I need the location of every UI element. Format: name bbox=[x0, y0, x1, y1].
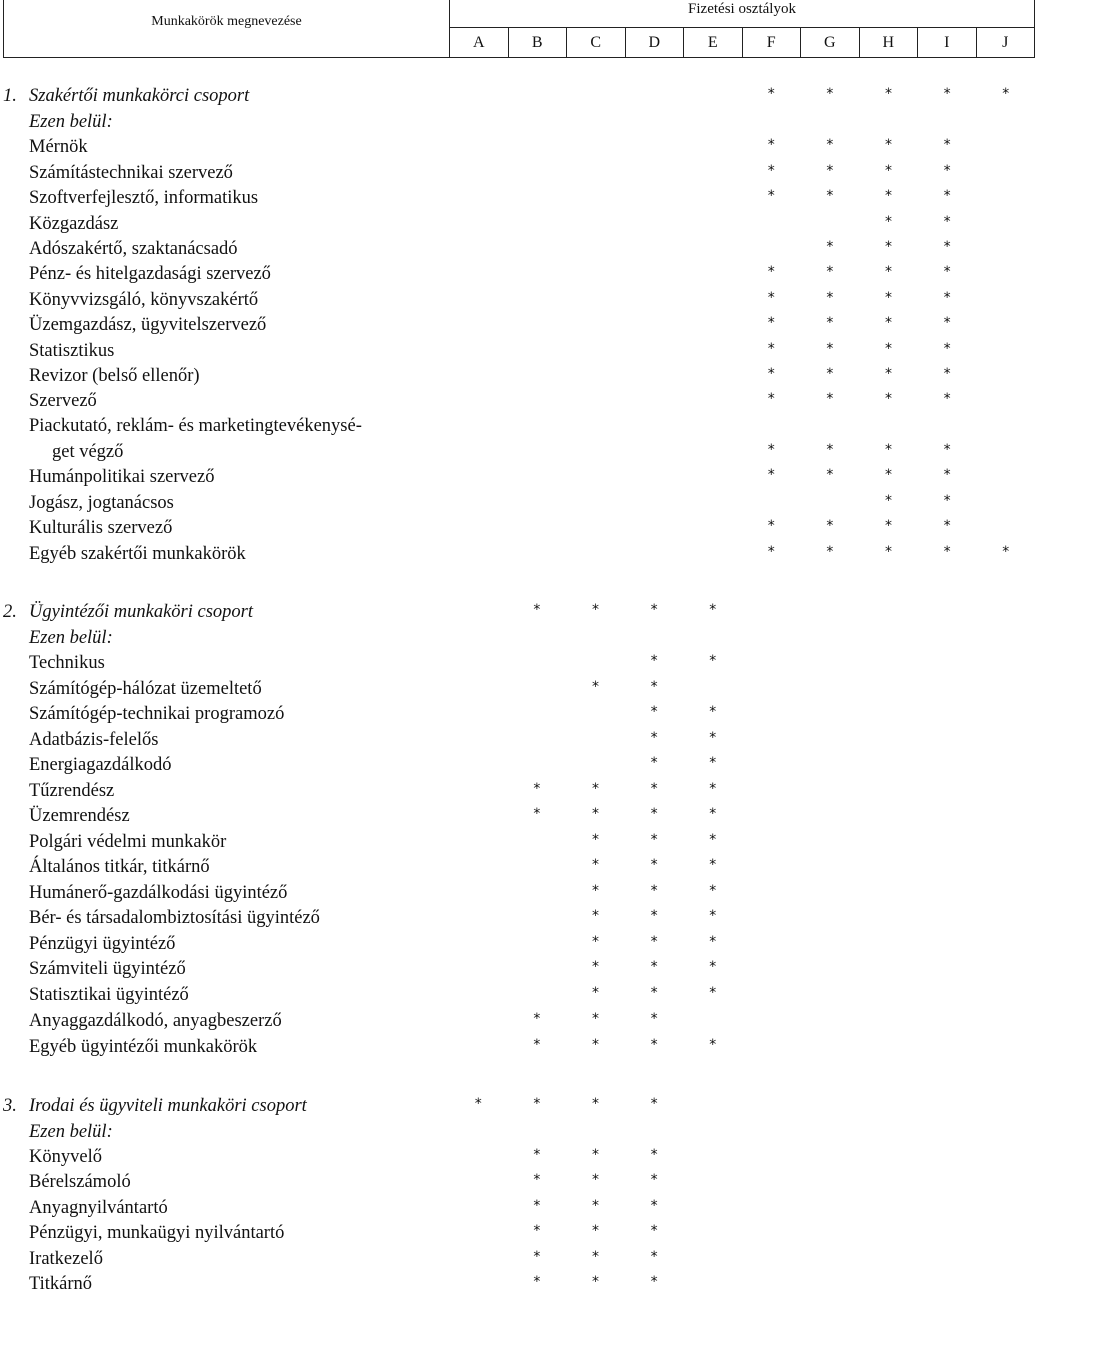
job-title: Számítógép-technikai programozó bbox=[29, 704, 285, 724]
class-mark-f: * bbox=[767, 290, 775, 306]
class-mark-g: * bbox=[826, 163, 834, 179]
class-mark-i: * bbox=[943, 86, 951, 102]
table-row bbox=[0, 339, 1110, 365]
table-row bbox=[0, 212, 1110, 238]
class-mark-d: * bbox=[650, 934, 658, 950]
subheading-row bbox=[0, 1120, 1110, 1146]
table-row bbox=[0, 262, 1110, 288]
class-mark-i: * bbox=[943, 544, 951, 560]
class-mark-e: * bbox=[709, 985, 717, 1001]
class-mark-f: * bbox=[767, 366, 775, 382]
job-title: Kulturális szervező bbox=[29, 518, 173, 538]
class-mark-c: * bbox=[592, 781, 599, 797]
table-row bbox=[0, 1247, 1110, 1273]
class-mark-f: * bbox=[767, 544, 775, 560]
job-title: Revizor (belső ellenőr) bbox=[29, 366, 200, 386]
class-mark-e: * bbox=[709, 959, 717, 975]
job-title: Ezen belül: bbox=[29, 112, 113, 132]
table-row bbox=[0, 932, 1110, 958]
class-mark-d: * bbox=[650, 602, 658, 618]
job-title: Statisztikai ügyintéző bbox=[29, 985, 189, 1005]
section-number: 2. bbox=[3, 602, 17, 622]
class-mark-h: * bbox=[885, 290, 892, 306]
class-mark-h: * bbox=[885, 188, 892, 204]
job-title: Adószakértő, szaktanácsadó bbox=[29, 239, 238, 259]
class-mark-e: * bbox=[709, 806, 717, 822]
class-mark-i: * bbox=[943, 264, 951, 280]
subheading-row bbox=[0, 110, 1110, 136]
class-mark-c: * bbox=[592, 1037, 599, 1053]
table-row bbox=[0, 1170, 1110, 1196]
job-title: Számítástechnikai szervező bbox=[29, 163, 233, 183]
job-title: Statisztikus bbox=[29, 341, 115, 361]
job-title: Közgazdász bbox=[29, 214, 119, 234]
job-title: Bérelszámoló bbox=[29, 1172, 131, 1192]
class-mark-i: * bbox=[943, 341, 951, 357]
class-mark-b: * bbox=[533, 1096, 541, 1112]
table-row bbox=[0, 906, 1110, 932]
job-title: Polgári védelmi munkakör bbox=[29, 832, 227, 852]
class-mark-g: * bbox=[826, 188, 834, 204]
header-salary-group-title: Fizetési osztályok bbox=[688, 1, 796, 17]
job-title: Általános titkár, titkárnő bbox=[29, 857, 210, 877]
class-mark-f: * bbox=[767, 518, 775, 534]
class-mark-b: * bbox=[533, 1198, 541, 1214]
section-title: Irodai és ügyviteli munkaköri csoport bbox=[29, 1096, 307, 1116]
table-row bbox=[0, 779, 1110, 805]
class-mark-f: * bbox=[767, 163, 775, 179]
class-mark-e: * bbox=[709, 832, 717, 848]
class-mark-d: * bbox=[650, 730, 658, 746]
table-row bbox=[0, 465, 1110, 491]
header-class-a: A bbox=[449, 27, 509, 58]
job-title: Könyvvizsgáló, könyvszakértő bbox=[29, 290, 259, 310]
class-mark-e: * bbox=[709, 755, 717, 771]
class-mark-b: * bbox=[533, 1037, 541, 1053]
job-title: Technikus bbox=[29, 653, 105, 673]
job-title: Tűzrendész bbox=[29, 781, 115, 801]
class-mark-h: * bbox=[885, 341, 892, 357]
class-mark-d: * bbox=[650, 1172, 658, 1188]
job-title: Ezen belül: bbox=[29, 1122, 113, 1142]
table-row bbox=[0, 804, 1110, 830]
header-class-h: H bbox=[860, 27, 919, 58]
job-title: Bér- és társadalombiztosítási ügyintéző bbox=[29, 908, 320, 928]
job-title: Anyagnyilvántartó bbox=[29, 1198, 168, 1218]
class-mark-h: * bbox=[885, 163, 892, 179]
class-mark-f: * bbox=[767, 137, 775, 153]
class-mark-e: * bbox=[709, 653, 717, 669]
class-mark-c: * bbox=[592, 1011, 599, 1027]
class-mark-h: * bbox=[885, 391, 892, 407]
class-mark-e: * bbox=[709, 857, 717, 873]
table-row bbox=[0, 313, 1110, 339]
class-mark-d: * bbox=[650, 806, 658, 822]
table-row bbox=[0, 491, 1110, 517]
class-mark-i: * bbox=[943, 518, 951, 534]
class-mark-c: * bbox=[592, 1147, 599, 1163]
class-mark-c: * bbox=[592, 985, 599, 1001]
class-mark-i: * bbox=[943, 493, 951, 509]
job-title: Titkárnő bbox=[29, 1274, 93, 1294]
job-title: Humánpolitikai szervező bbox=[29, 467, 215, 487]
table-row bbox=[0, 983, 1110, 1009]
class-mark-g: * bbox=[826, 86, 834, 102]
section-title: Ügyintézői munkaköri csoport bbox=[29, 602, 254, 622]
class-mark-d: * bbox=[650, 985, 658, 1001]
table-row bbox=[0, 651, 1110, 677]
class-mark-b: * bbox=[533, 1011, 541, 1027]
class-mark-g: * bbox=[826, 518, 834, 534]
class-mark-b: * bbox=[533, 806, 541, 822]
table-row bbox=[0, 186, 1110, 212]
class-mark-d: * bbox=[650, 704, 658, 720]
table-row bbox=[0, 440, 1110, 466]
job-title: Energiagazdálkodó bbox=[29, 755, 172, 775]
class-mark-d: * bbox=[650, 883, 658, 899]
class-mark-g: * bbox=[826, 137, 834, 153]
class-mark-e: * bbox=[709, 883, 717, 899]
class-mark-f: * bbox=[767, 442, 775, 458]
class-mark-d: * bbox=[650, 1274, 658, 1290]
class-mark-c: * bbox=[592, 806, 599, 822]
class-mark-f: * bbox=[767, 391, 775, 407]
job-title: Humánerő-gazdálkodási ügyintéző bbox=[29, 883, 288, 903]
table-row bbox=[0, 881, 1110, 907]
class-mark-a: * bbox=[474, 1096, 482, 1112]
class-mark-i: * bbox=[943, 214, 951, 230]
table-row bbox=[0, 516, 1110, 542]
class-mark-i: * bbox=[943, 391, 951, 407]
class-mark-i: * bbox=[943, 137, 951, 153]
class-mark-g: * bbox=[826, 391, 834, 407]
class-mark-b: * bbox=[533, 1274, 541, 1290]
class-mark-b: * bbox=[533, 602, 541, 618]
job-title: Piackutató, reklám- és marketingtevékenysé- bbox=[29, 416, 362, 436]
table-row bbox=[0, 728, 1110, 754]
header-class-i: I bbox=[918, 27, 977, 58]
class-mark-e: * bbox=[709, 908, 717, 924]
class-mark-b: * bbox=[533, 1147, 541, 1163]
class-mark-h: * bbox=[885, 264, 892, 280]
table-row bbox=[0, 957, 1110, 983]
job-title: Pénzügyi ügyintéző bbox=[29, 934, 176, 954]
class-mark-h: * bbox=[885, 467, 892, 483]
class-mark-i: * bbox=[943, 163, 951, 179]
class-mark-h: * bbox=[885, 544, 892, 560]
class-mark-i: * bbox=[943, 239, 951, 255]
class-mark-d: * bbox=[650, 1198, 658, 1214]
section-number: 1. bbox=[3, 86, 17, 106]
job-title: Üzemrendész bbox=[29, 806, 130, 826]
class-mark-g: * bbox=[826, 467, 834, 483]
job-title: Adatbázis-felelős bbox=[29, 730, 159, 750]
class-mark-d: * bbox=[650, 781, 658, 797]
class-mark-f: * bbox=[767, 467, 775, 483]
class-mark-h: * bbox=[885, 86, 892, 102]
header-class-d: D bbox=[626, 27, 685, 58]
class-mark-i: * bbox=[943, 290, 951, 306]
job-title: Jogász, jogtanácsos bbox=[29, 493, 174, 513]
header-class-b: B bbox=[509, 27, 568, 58]
table-row bbox=[0, 135, 1110, 161]
class-mark-d: * bbox=[650, 755, 658, 771]
class-mark-c: * bbox=[592, 1223, 599, 1239]
class-mark-c: * bbox=[592, 1274, 599, 1290]
class-mark-f: * bbox=[767, 315, 775, 331]
class-mark-g: * bbox=[826, 341, 834, 357]
job-title: Iratkezelő bbox=[29, 1249, 103, 1269]
job-title: Szoftverfejlesztő, informatikus bbox=[29, 188, 259, 208]
job-title: Egyéb szakértői munkakörök bbox=[29, 544, 246, 564]
table-row bbox=[0, 702, 1110, 728]
job-title: Számviteli ügyintéző bbox=[29, 959, 186, 979]
class-mark-c: * bbox=[592, 832, 599, 848]
job-title: Pénzügyi, munkaügyi nyilvántartó bbox=[29, 1223, 285, 1243]
class-mark-b: * bbox=[533, 1223, 541, 1239]
class-mark-g: * bbox=[826, 366, 834, 382]
section-row bbox=[0, 84, 1110, 110]
table-row bbox=[0, 855, 1110, 881]
class-mark-g: * bbox=[826, 315, 834, 331]
class-mark-h: * bbox=[885, 442, 892, 458]
job-title: get végző bbox=[52, 442, 124, 462]
class-mark-d: * bbox=[650, 1096, 658, 1112]
table-row bbox=[0, 1272, 1110, 1298]
class-mark-g: * bbox=[826, 239, 834, 255]
class-mark-g: * bbox=[826, 544, 834, 560]
header-class-f: F bbox=[743, 27, 802, 58]
class-mark-i: * bbox=[943, 315, 951, 331]
header-class-g: G bbox=[801, 27, 860, 58]
class-mark-f: * bbox=[767, 86, 775, 102]
class-mark-h: * bbox=[885, 214, 892, 230]
class-mark-b: * bbox=[533, 781, 541, 797]
class-mark-e: * bbox=[709, 730, 717, 746]
class-mark-c: * bbox=[592, 679, 599, 695]
class-mark-d: * bbox=[650, 1037, 658, 1053]
table-row bbox=[0, 389, 1110, 415]
subheading-row bbox=[0, 626, 1110, 652]
job-title: Ezen belül: bbox=[29, 628, 113, 648]
table-row bbox=[0, 1145, 1110, 1171]
class-mark-c: * bbox=[592, 959, 599, 975]
table-row bbox=[0, 1196, 1110, 1222]
class-mark-i: * bbox=[943, 442, 951, 458]
class-mark-i: * bbox=[943, 467, 951, 483]
table-row bbox=[0, 364, 1110, 390]
class-mark-h: * bbox=[885, 137, 892, 153]
class-mark-h: * bbox=[885, 518, 892, 534]
class-mark-e: * bbox=[709, 704, 717, 720]
class-mark-f: * bbox=[767, 341, 775, 357]
class-mark-c: * bbox=[592, 602, 599, 618]
class-mark-d: * bbox=[650, 908, 658, 924]
class-mark-c: * bbox=[592, 1172, 599, 1188]
header-job-title: Munkakörök megnevezése bbox=[151, 14, 302, 29]
class-mark-g: * bbox=[826, 264, 834, 280]
class-mark-e: * bbox=[709, 602, 717, 618]
class-mark-e: * bbox=[709, 781, 717, 797]
job-title: Számítógép-hálózat üzemeltető bbox=[29, 679, 262, 699]
class-mark-d: * bbox=[650, 1223, 658, 1239]
class-mark-d: * bbox=[650, 857, 658, 873]
class-mark-d: * bbox=[650, 679, 658, 695]
class-mark-b: * bbox=[533, 1249, 541, 1265]
table-row bbox=[0, 830, 1110, 856]
class-mark-d: * bbox=[650, 653, 658, 669]
job-title: Mérnök bbox=[29, 137, 88, 157]
class-mark-g: * bbox=[826, 442, 834, 458]
job-title: Egyéb ügyintézői munkakörök bbox=[29, 1037, 258, 1057]
class-mark-b: * bbox=[533, 1172, 541, 1188]
class-mark-c: * bbox=[592, 1198, 599, 1214]
class-mark-i: * bbox=[943, 188, 951, 204]
job-title: Pénz- és hitelgazdasági szervező bbox=[29, 264, 271, 284]
table-row bbox=[0, 161, 1110, 187]
header-class-c: C bbox=[567, 27, 626, 58]
job-title: Könyvelő bbox=[29, 1147, 102, 1167]
class-mark-h: * bbox=[885, 493, 892, 509]
table-row bbox=[0, 542, 1110, 568]
table-row bbox=[0, 288, 1110, 314]
class-mark-e: * bbox=[709, 934, 717, 950]
class-mark-h: * bbox=[885, 315, 892, 331]
table-row bbox=[0, 1009, 1110, 1035]
class-mark-d: * bbox=[650, 1249, 658, 1265]
table-row bbox=[0, 1221, 1110, 1247]
class-mark-c: * bbox=[592, 908, 599, 924]
class-mark-i: * bbox=[943, 366, 951, 382]
table-row bbox=[0, 677, 1110, 703]
section-number: 3. bbox=[3, 1096, 17, 1116]
class-mark-c: * bbox=[592, 1096, 599, 1112]
header-class-j: J bbox=[977, 27, 1036, 58]
class-mark-h: * bbox=[885, 239, 892, 255]
class-mark-e: * bbox=[709, 1037, 717, 1053]
table-row bbox=[0, 414, 1110, 440]
class-mark-j: * bbox=[1002, 86, 1010, 102]
header-class-e: E bbox=[684, 27, 743, 58]
table-row bbox=[0, 1035, 1110, 1061]
class-mark-c: * bbox=[592, 883, 599, 899]
class-mark-g: * bbox=[826, 290, 834, 306]
job-title: Üzemgazdász, ügyvitelszervező bbox=[29, 315, 267, 335]
job-title: Szervező bbox=[29, 391, 97, 411]
table-row bbox=[0, 753, 1110, 779]
section-row bbox=[0, 1094, 1110, 1120]
section-title: Szakértői munkakörci csoport bbox=[29, 86, 250, 106]
class-mark-h: * bbox=[885, 366, 892, 382]
class-mark-c: * bbox=[592, 934, 599, 950]
class-mark-c: * bbox=[592, 1249, 599, 1265]
job-title: Anyaggazdálkodó, anyagbeszerző bbox=[29, 1011, 282, 1031]
table-row bbox=[0, 237, 1110, 263]
class-mark-j: * bbox=[1002, 544, 1010, 560]
class-mark-d: * bbox=[650, 1011, 658, 1027]
class-mark-f: * bbox=[767, 188, 775, 204]
class-mark-d: * bbox=[650, 959, 658, 975]
class-mark-d: * bbox=[650, 1147, 658, 1163]
section-row bbox=[0, 600, 1110, 626]
class-mark-c: * bbox=[592, 857, 599, 873]
class-mark-f: * bbox=[767, 264, 775, 280]
class-mark-d: * bbox=[650, 832, 658, 848]
